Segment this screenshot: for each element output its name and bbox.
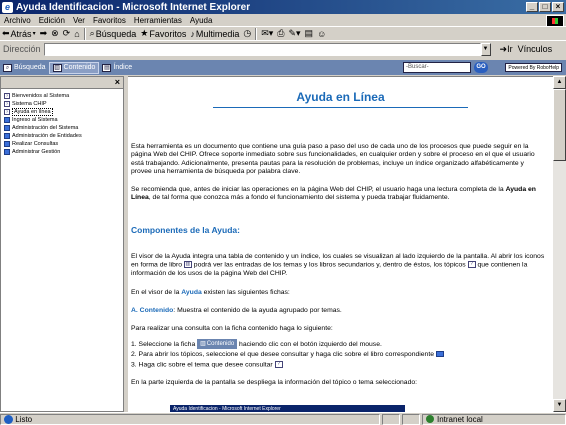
address-label: Dirección (3, 44, 41, 54)
multimedia-button[interactable] (188, 29, 241, 39)
blue-book-inline-icon (436, 351, 444, 357)
stop-button[interactable] (49, 28, 61, 39)
menu-bar (0, 14, 566, 27)
favorites-icon: ★ (140, 28, 149, 38)
intro-paragraph: Esta herramienta es un documento que contiene una guía paso a paso del uso de cada uno de los procesos que puede seguir en la página Web del CHIP. Ofrece soporte inmediato sobre sus funcionalidades, en cualquier orden y sobre el proceso en el que el usuario está trabajando. Adicionalmente, presenta pautas para la resolución de problemas, incluye un índice organizado alfabéticamente y provee una herramienta de búsqueda por palabra clave. (131, 143, 535, 176)
page-icon: ? (5, 101, 9, 106)
history-icon: ◷ (243, 28, 252, 38)
toc-panel-header (1, 77, 123, 89)
tab-busqueda-label: Búsqueda (14, 64, 46, 71)
back-arrow-icon: ⬅ (2, 28, 10, 38)
help-go-button[interactable]: GO (474, 62, 488, 73)
menu-archivo[interactable]: Archivo (4, 15, 31, 25)
contenido-paragraph: A. Contenido: Muestra el contenido de la ayuda agrupado por temas. (131, 307, 342, 314)
menu-favoritos[interactable]: Favoritos (92, 15, 126, 25)
menu-edicion[interactable]: Edición (38, 15, 65, 25)
toolbar-separator (84, 28, 86, 40)
toc-item-ayuda-en-linea[interactable]: ? Ayuda en línea (5, 109, 51, 115)
tab-busqueda[interactable] (0, 62, 49, 74)
stop-icon: ⊗ (51, 28, 59, 38)
tab-indice[interactable] (99, 62, 135, 74)
page-status-icon (4, 415, 13, 424)
window-title: Ayuda Identificacion - Microsoft Internet Explorer (16, 1, 251, 13)
recommendation-paragraph: Se recomienda que, antes de iniciar las operaciones en la página Web del CHIP, el usuario haga una lectura completa de la Ayuda en Línea, de tal forma que conozca más a fondo el funcionamiento del sistema y pueda trabajar fluidamente. (131, 186, 536, 202)
mail-button[interactable] (259, 28, 275, 39)
book-icon (4, 149, 10, 155)
print-button[interactable] (275, 28, 286, 39)
ie-icon: e (2, 2, 13, 13)
favorites-label: Favoritos (149, 28, 187, 39)
book-tab-icon: ▥ (54, 64, 60, 71)
search-label: Búsqueda (95, 28, 137, 39)
close-button[interactable]: × (552, 2, 564, 12)
page-title: Ayuda en Línea (296, 90, 385, 104)
multimedia-label: Multimedia (195, 28, 240, 39)
toc-list (1, 89, 123, 156)
book-inline-icon: ▥ (185, 261, 191, 268)
tab-contenido-label: Contenido (63, 64, 96, 71)
menu-ayuda[interactable]: Ayuda (189, 15, 213, 25)
multimedia-icon: ♪ (190, 28, 195, 39)
topic-inline-icon: ? (275, 361, 283, 368)
forward-arrow-icon: ➡ (39, 28, 48, 38)
fichas-paragraph: En el visor de la Ayuda existen las siguientes fichas: (131, 289, 290, 296)
topic-inline-icon: ? (468, 261, 476, 268)
address-dropdown-button[interactable]: ▼ (481, 43, 491, 56)
selected-topic-paragraph: En la parte izquierda de la pantalla se despliega la información del tópico o tema seleccionado: (131, 379, 418, 386)
book-icon (4, 141, 10, 147)
address-input[interactable] (44, 43, 481, 56)
minimize-button[interactable]: _ (526, 2, 538, 12)
windows-logo-icon (546, 15, 564, 27)
history-button[interactable] (241, 28, 253, 39)
search-tab-icon: ⌕ (3, 64, 12, 72)
contenido-label: A. Contenido (131, 307, 174, 314)
edit-icon: ✎▾ (288, 28, 301, 38)
edit-button[interactable] (286, 28, 302, 39)
back-label: Atrás (10, 28, 32, 39)
toc-panel (0, 76, 124, 412)
messenger-icon: ☺ (317, 28, 327, 39)
vertical-scrollbar[interactable] (553, 76, 566, 412)
links-label[interactable]: Vínculos (517, 44, 553, 54)
status-pane (382, 414, 400, 425)
search-icon: ⌕ (89, 28, 95, 38)
home-icon: ⌂ (74, 28, 80, 39)
standard-toolbar (0, 27, 566, 41)
robohelp-badge: Powered By RoboHelp (505, 63, 562, 72)
menu-ver[interactable]: Ver (72, 15, 85, 25)
toolbar-separator (255, 28, 257, 40)
go-label: Ir (507, 43, 513, 54)
mail-icon: ✉▾ (261, 28, 274, 38)
step-1: 1. Seleccione la ficha ▥ Contenido haciendo clic con el botón izquierdo del mouse. (131, 341, 382, 348)
discuss-icon: ▤ (304, 28, 314, 38)
go-arrow-icon: ➜ (499, 43, 508, 54)
help-navigation-bar (0, 60, 566, 75)
page-icon: ? (5, 93, 9, 98)
toc-item-admin-sistema[interactable]: Administración del Sistema (1, 124, 123, 132)
status-zone: Intranet local (422, 414, 566, 425)
toc-item-bienvenidos[interactable]: ? Bienvenidos al Sistema (5, 93, 70, 99)
refresh-icon: ⟳ (62, 28, 71, 38)
status-pane (402, 414, 420, 425)
tab-indice-label: Índice (113, 64, 133, 71)
toc-item-admin-entidades[interactable]: Administración de Entidades (1, 132, 123, 140)
index-tab-icon: ▤ (104, 64, 110, 71)
ayuda-en-linea-emphasis: Ayuda en Línea (131, 186, 536, 202)
page-icon: ? (5, 109, 9, 114)
home-button[interactable] (72, 29, 81, 39)
tab-contenido[interactable] (49, 62, 100, 74)
scroll-thumb[interactable] (553, 89, 566, 161)
favorites-button[interactable] (138, 28, 188, 39)
status-ready: Listo (0, 414, 380, 425)
toc-item-ingreso[interactable]: Ingreso al Sistema (1, 116, 123, 124)
help-content-area (128, 76, 553, 412)
scroll-up-arrow-icon[interactable]: ▲ (553, 76, 566, 89)
toc-item-gestion[interactable]: Administrar Gestión (1, 148, 123, 156)
book-icon (4, 133, 10, 139)
forward-button[interactable] (38, 28, 50, 39)
step-2: 2. Para abrir los tópicos, seleccione el que desee consultar y haga clic sobre el libro correspondiente (131, 351, 546, 359)
title-bar (0, 0, 566, 14)
section-heading: Componentes de la Ayuda: (131, 225, 240, 235)
menu-herramientas[interactable]: Herramientas (133, 15, 182, 25)
refresh-button[interactable] (61, 28, 73, 39)
print-icon: ⎙ (277, 28, 285, 38)
close-pane-icon[interactable]: × (114, 77, 120, 87)
step-3: 3. Haga clic sobre el tema que desee consultar ? (131, 361, 546, 370)
embedded-screenshot-titlebar: Ayuda Identificacion - Microsoft Internet Explorer (170, 405, 405, 412)
book-inline-icon: ▥ (200, 341, 206, 347)
back-button[interactable]: ⬅ Atrás ▾ (2, 28, 36, 39)
book-icon (4, 117, 10, 123)
book-icon (4, 125, 10, 131)
go-button[interactable] (497, 44, 516, 55)
messenger-button[interactable] (315, 29, 328, 39)
toc-item-sistema-chip[interactable]: ? Sistema CHIP (5, 101, 47, 107)
intranet-globe-icon (426, 415, 434, 423)
address-bar (0, 41, 566, 57)
title-rule (213, 107, 468, 108)
consulta-paragraph: Para realizar una consulta con la ficha contenido haga lo siguiente: (131, 325, 333, 332)
scroll-down-arrow-icon[interactable]: ▼ (553, 399, 566, 412)
ayuda-link[interactable]: Ayuda (181, 289, 202, 296)
help-search-input[interactable]: -Buscar- (403, 62, 471, 73)
contenido-inline-button: ▥ Contenido (197, 339, 237, 349)
discuss-button[interactable] (303, 28, 316, 39)
viewer-paragraph: El visor de la Ayuda integra una tabla de contenido y un índice, los cuales se visualizan al lado izquierdo de la pantalla. Al abrir los iconos en forma de libro ▥ podrá ver las entradas de los temas y los libros secundarios y, dentro de éstos, los tópicos ? que contienen la información de los usos de la página Web del CHIP. (131, 253, 545, 278)
status-bar (0, 412, 566, 425)
toc-item-consultas[interactable]: Realizar Consultas (1, 140, 123, 148)
search-button[interactable] (88, 28, 139, 39)
maximize-button[interactable]: □ (539, 2, 551, 12)
